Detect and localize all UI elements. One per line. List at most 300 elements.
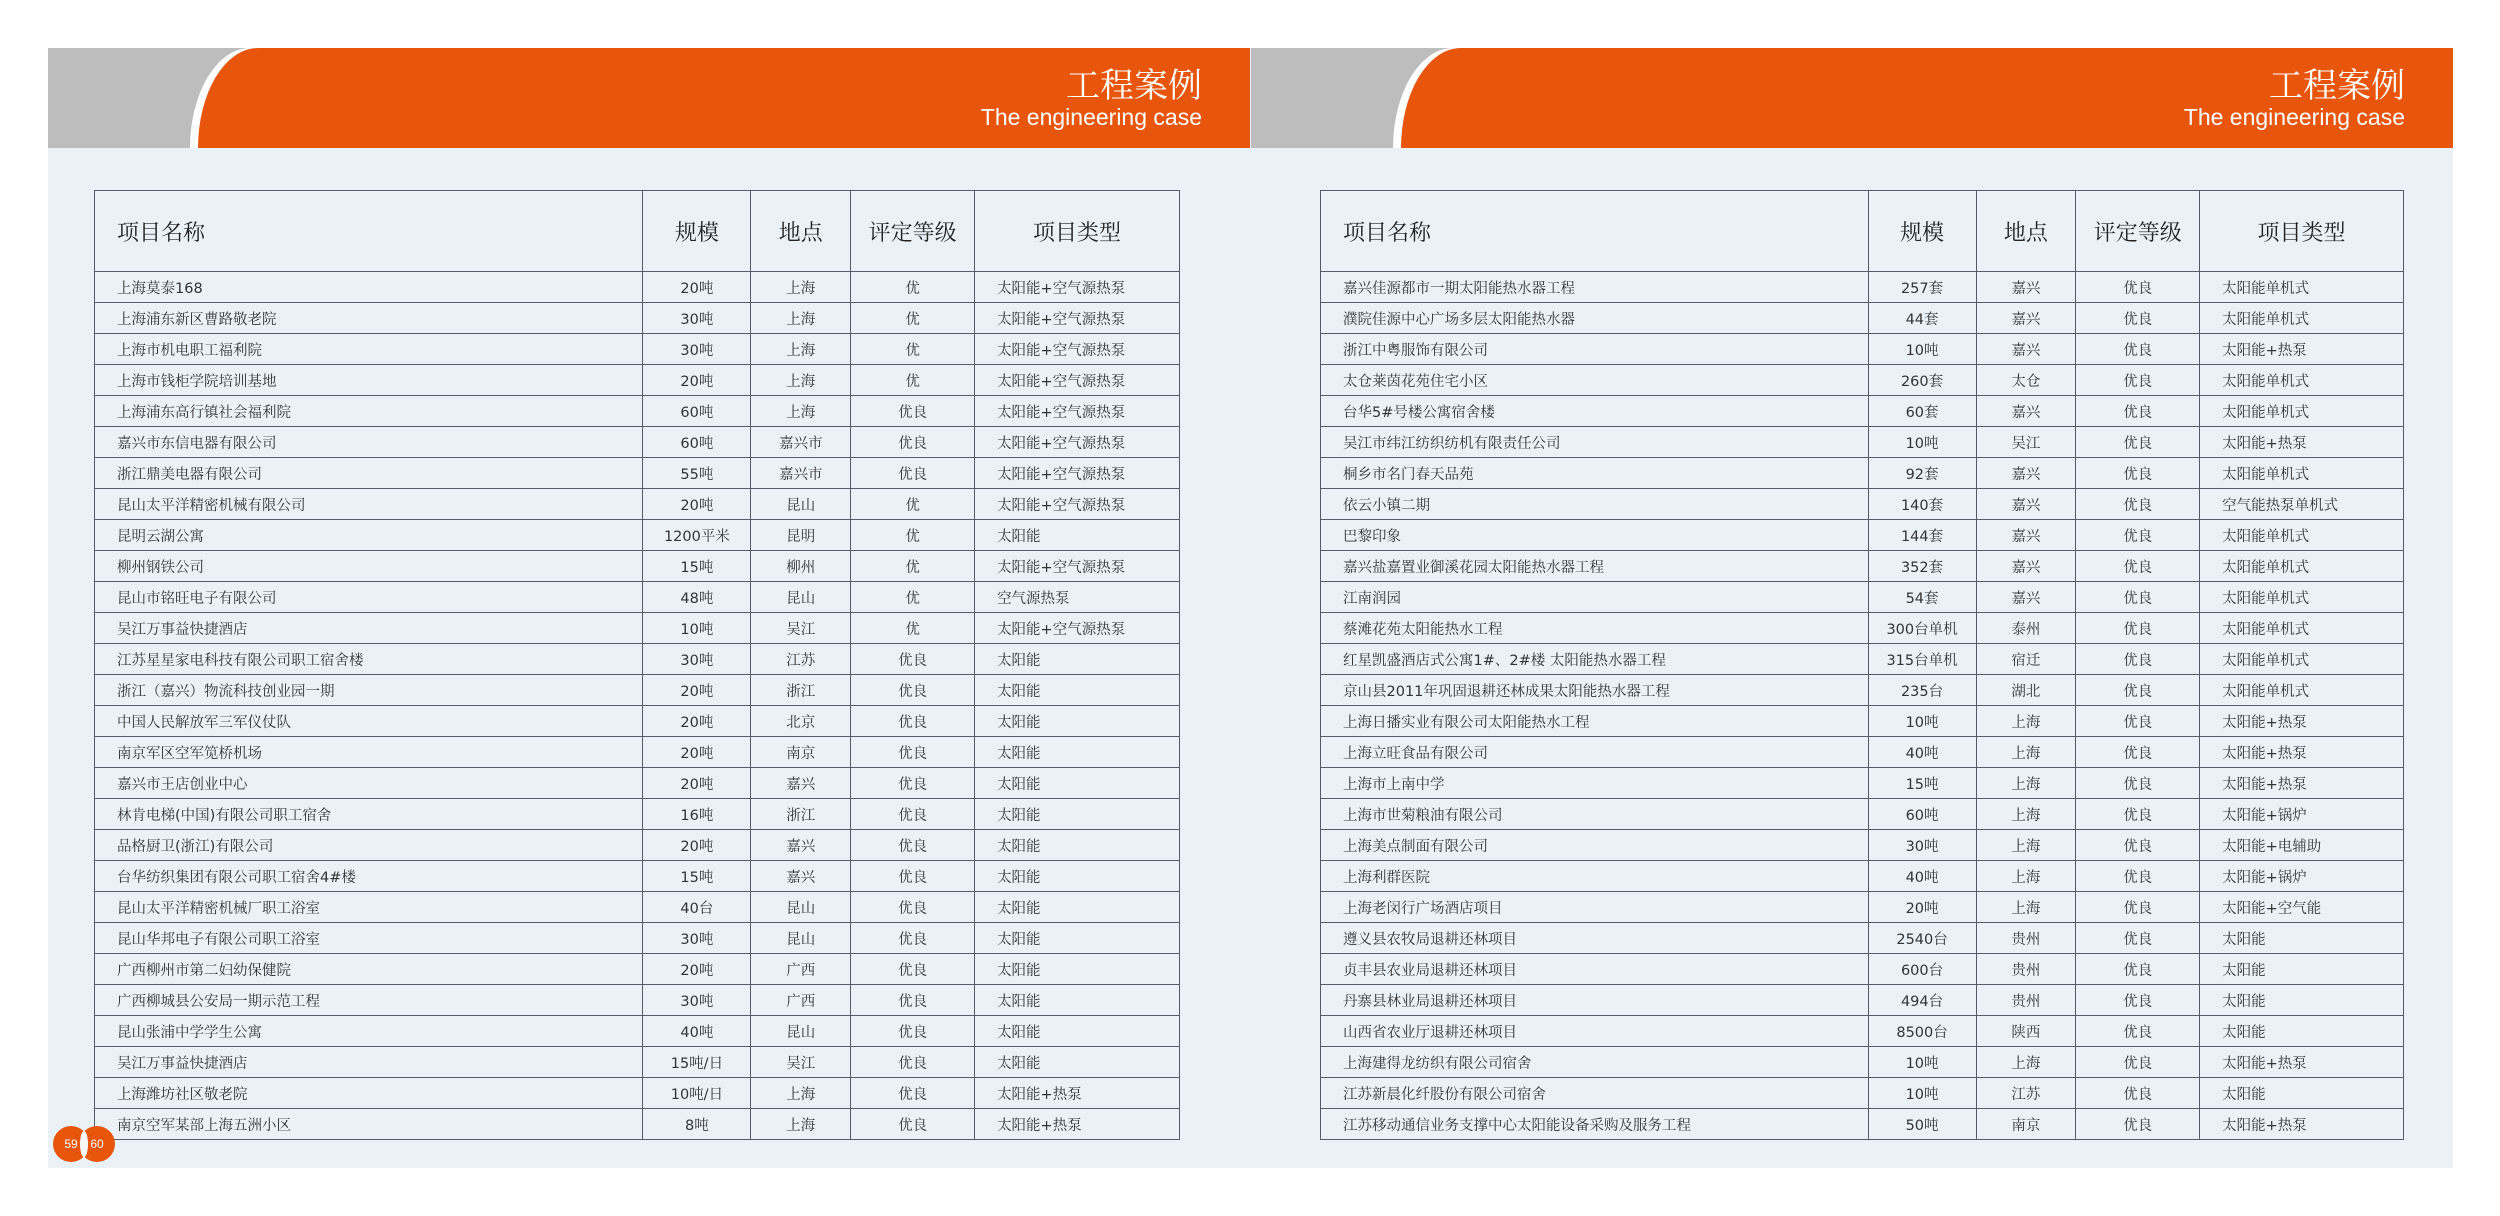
table-row xyxy=(95,799,1180,830)
cell-project-name: 上海立旺食品有限公司 xyxy=(1321,737,1869,768)
table-row xyxy=(95,1109,1180,1140)
cell-project-name: 嘉兴市东信电器有限公司 xyxy=(95,427,643,458)
table-row xyxy=(1321,334,2404,365)
cell-grade: 优良 xyxy=(851,1047,975,1078)
cell-grade: 优 xyxy=(851,520,975,551)
cell-project-name: 蔡滩花苑太阳能热水工程 xyxy=(1321,613,1869,644)
table-row xyxy=(95,520,1180,551)
table-row xyxy=(95,892,1180,923)
page-number-right: 60 xyxy=(79,1126,115,1162)
cell-project-type: 太阳能+热泵 xyxy=(2200,768,2404,799)
table-row xyxy=(95,768,1180,799)
table-row xyxy=(1321,892,2404,923)
cell-project-name: 遵义县农牧局退耕还林项目 xyxy=(1321,923,1869,954)
page-subtitle: The engineering case xyxy=(980,104,1202,130)
cell-location: 嘉兴 xyxy=(751,861,851,892)
cell-project-type: 太阳能 xyxy=(975,923,1180,954)
cell-location: 嘉兴 xyxy=(1976,582,2076,613)
cell-scale: 92套 xyxy=(1868,458,1976,489)
cell-grade: 优良 xyxy=(2076,334,2200,365)
cell-grade: 优良 xyxy=(2076,644,2200,675)
cell-grade: 优良 xyxy=(2076,1109,2200,1140)
cell-location: 太仓 xyxy=(1976,365,2076,396)
table-row xyxy=(1321,551,2404,582)
cell-location: 贵州 xyxy=(1976,923,2076,954)
cell-project-name: 丹寨县林业局退耕还林项目 xyxy=(1321,985,1869,1016)
cell-scale: 8500台 xyxy=(1868,1016,1976,1047)
cell-grade: 优良 xyxy=(2076,737,2200,768)
cell-grade: 优良 xyxy=(2076,675,2200,706)
cell-grade: 优良 xyxy=(851,892,975,923)
cell-location: 浙江 xyxy=(751,799,851,830)
cell-project-type: 太阳能+空气源热泵 xyxy=(975,427,1180,458)
cell-project-type: 太阳能+锅炉 xyxy=(2200,799,2404,830)
cell-project-type: 太阳能单机式 xyxy=(2200,582,2404,613)
cell-project-name: 嘉兴盐嘉置业御溪花园太阳能热水器工程 xyxy=(1321,551,1869,582)
cell-location: 湖北 xyxy=(1976,675,2076,706)
cell-grade: 优良 xyxy=(851,954,975,985)
table-row xyxy=(95,365,1180,396)
projects-table-left xyxy=(94,190,1180,1140)
cell-scale: 40吨 xyxy=(1868,737,1976,768)
cell-project-name: 江苏星星家电科技有限公司职工宿舍楼 xyxy=(95,644,643,675)
cell-location: 上海 xyxy=(1976,799,2076,830)
cell-grade: 优良 xyxy=(851,830,975,861)
cell-grade: 优良 xyxy=(851,427,975,458)
cell-grade: 优良 xyxy=(851,396,975,427)
cell-scale: 315台单机 xyxy=(1868,644,1976,675)
cell-scale: 8吨 xyxy=(643,1109,751,1140)
cell-project-type: 太阳能单机式 xyxy=(2200,551,2404,582)
cell-project-name: 昆山太平洋精密机械有限公司 xyxy=(95,489,643,520)
cell-grade: 优 xyxy=(851,551,975,582)
cell-grade: 优良 xyxy=(851,644,975,675)
cell-scale: 20吨 xyxy=(1868,892,1976,923)
cell-scale: 144套 xyxy=(1868,520,1976,551)
cell-scale: 15吨 xyxy=(1868,768,1976,799)
cell-location: 嘉兴 xyxy=(1976,551,2076,582)
table-row xyxy=(1321,1078,2404,1109)
cell-project-type: 太阳能 xyxy=(975,861,1180,892)
table-row xyxy=(1321,861,2404,892)
cell-grade: 优良 xyxy=(851,706,975,737)
cell-grade: 优良 xyxy=(2076,551,2200,582)
cell-project-type: 太阳能 xyxy=(2200,985,2404,1016)
cell-project-type: 太阳能 xyxy=(975,644,1180,675)
cell-location: 上海 xyxy=(1976,706,2076,737)
cell-scale: 15吨 xyxy=(643,551,751,582)
cell-project-type: 空气源热泵 xyxy=(975,582,1180,613)
page-number-badge xyxy=(53,1126,117,1162)
cell-project-type: 太阳能 xyxy=(975,985,1180,1016)
cell-grade: 优良 xyxy=(2076,954,2200,985)
table-row xyxy=(95,613,1180,644)
cell-project-name: 昆山张浦中学学生公寓 xyxy=(95,1016,643,1047)
cell-scale: 600台 xyxy=(1868,954,1976,985)
cell-scale: 30吨 xyxy=(643,985,751,1016)
cell-project-name: 上海日播实业有限公司太阳能热水工程 xyxy=(1321,706,1869,737)
cell-scale: 20吨 xyxy=(643,737,751,768)
cell-project-name: 上海浦东新区曹路敬老院 xyxy=(95,303,643,334)
cell-location: 上海 xyxy=(751,365,851,396)
cell-project-name: 上海美点制面有限公司 xyxy=(1321,830,1869,861)
cell-location: 南京 xyxy=(1976,1109,2076,1140)
cell-location: 吴江 xyxy=(1976,427,2076,458)
cell-scale: 235台 xyxy=(1868,675,1976,706)
cell-project-type: 太阳能单机式 xyxy=(2200,303,2404,334)
cell-scale: 140套 xyxy=(1868,489,1976,520)
cell-location: 吴江 xyxy=(751,1047,851,1078)
cell-grade: 优良 xyxy=(2076,1016,2200,1047)
cell-project-type: 太阳能+空气源热泵 xyxy=(975,334,1180,365)
table-row xyxy=(95,954,1180,985)
cell-project-name: 京山县2011年巩固退耕还林成果太阳能热水器工程 xyxy=(1321,675,1869,706)
cell-scale: 54套 xyxy=(1868,582,1976,613)
header-project-type: 项目类型 xyxy=(2200,191,2404,272)
cell-location: 上海 xyxy=(1976,768,2076,799)
cell-location: 柳州 xyxy=(751,551,851,582)
table-row xyxy=(1321,768,2404,799)
cell-project-type: 太阳能+空气能 xyxy=(2200,892,2404,923)
table-row xyxy=(95,396,1180,427)
cell-project-name: 上海利群医院 xyxy=(1321,861,1869,892)
cell-project-name: 广西柳城县公安局一期示范工程 xyxy=(95,985,643,1016)
cell-grade: 优良 xyxy=(2076,582,2200,613)
cell-grade: 优良 xyxy=(2076,1078,2200,1109)
cell-scale: 20吨 xyxy=(643,830,751,861)
cell-project-type: 太阳能 xyxy=(975,830,1180,861)
cell-location: 昆山 xyxy=(751,923,851,954)
cell-location: 嘉兴市 xyxy=(751,458,851,489)
cell-location: 贵州 xyxy=(1976,954,2076,985)
cell-location: 泰州 xyxy=(1976,613,2076,644)
cell-project-name: 昆山华邦电子有限公司职工浴室 xyxy=(95,923,643,954)
cell-project-name: 太仓莱茵花苑住宅小区 xyxy=(1321,365,1869,396)
cell-grade: 优良 xyxy=(2076,613,2200,644)
cell-project-name: 南京军区空军笕桥机场 xyxy=(95,737,643,768)
cell-scale: 2540台 xyxy=(1868,923,1976,954)
cell-grade: 优良 xyxy=(2076,520,2200,551)
table-row xyxy=(1321,1047,2404,1078)
cell-scale: 16吨 xyxy=(643,799,751,830)
cell-scale: 40吨 xyxy=(1868,861,1976,892)
cell-scale: 10吨 xyxy=(1868,1047,1976,1078)
cell-scale: 494台 xyxy=(1868,985,1976,1016)
cell-project-name: 柳州钢铁公司 xyxy=(95,551,643,582)
cell-project-type: 太阳能+热泵 xyxy=(2200,1109,2404,1140)
cell-project-type: 太阳能 xyxy=(975,1016,1180,1047)
cell-grade: 优良 xyxy=(851,985,975,1016)
cell-project-type: 太阳能 xyxy=(975,737,1180,768)
table-row xyxy=(95,551,1180,582)
cell-grade: 优良 xyxy=(2076,768,2200,799)
table-row xyxy=(95,334,1180,365)
cell-grade: 优良 xyxy=(2076,1047,2200,1078)
table-row xyxy=(95,303,1180,334)
cell-location: 上海 xyxy=(751,334,851,365)
cell-project-type: 太阳能 xyxy=(975,520,1180,551)
cell-location: 嘉兴 xyxy=(1976,520,2076,551)
cell-scale: 20吨 xyxy=(643,365,751,396)
cell-scale: 50吨 xyxy=(1868,1109,1976,1140)
cell-project-name: 浙江中粤服饰有限公司 xyxy=(1321,334,1869,365)
cell-scale: 30吨 xyxy=(643,923,751,954)
cell-scale: 15吨/日 xyxy=(643,1047,751,1078)
cell-location: 陕西 xyxy=(1976,1016,2076,1047)
cell-project-type: 太阳能单机式 xyxy=(2200,396,2404,427)
cell-grade: 优良 xyxy=(2076,272,2200,303)
cell-location: 广西 xyxy=(751,954,851,985)
cell-scale: 1200平米 xyxy=(643,520,751,551)
cell-scale: 10吨 xyxy=(643,613,751,644)
cell-project-type: 太阳能单机式 xyxy=(2200,272,2404,303)
cell-grade: 优良 xyxy=(2076,365,2200,396)
cell-grade: 优良 xyxy=(2076,706,2200,737)
table-row xyxy=(1321,520,2404,551)
cell-project-type: 太阳能 xyxy=(975,799,1180,830)
table-row xyxy=(1321,427,2404,458)
cell-location: 上海 xyxy=(1976,1047,2076,1078)
cell-grade: 优良 xyxy=(851,799,975,830)
cell-location: 上海 xyxy=(1976,861,2076,892)
cell-project-type: 太阳能单机式 xyxy=(2200,365,2404,396)
cell-project-name: 品格厨卫(浙江)有限公司 xyxy=(95,830,643,861)
table-row xyxy=(95,1078,1180,1109)
header-location: 地点 xyxy=(751,191,851,272)
cell-project-type: 太阳能单机式 xyxy=(2200,644,2404,675)
header-project-name: 项目名称 xyxy=(1321,191,1869,272)
cell-location: 上海 xyxy=(1976,737,2076,768)
cell-scale: 40吨 xyxy=(643,1016,751,1047)
brochure-spread xyxy=(48,48,2453,1168)
cell-scale: 352套 xyxy=(1868,551,1976,582)
table-row xyxy=(1321,396,2404,427)
cell-grade: 优良 xyxy=(2076,985,2200,1016)
cell-project-type: 太阳能+热泵 xyxy=(2200,427,2404,458)
cell-project-name: 上海浦东高行镇社会福利院 xyxy=(95,396,643,427)
cell-location: 昆山 xyxy=(751,892,851,923)
cell-location: 嘉兴 xyxy=(751,768,851,799)
cell-project-type: 太阳能单机式 xyxy=(2200,675,2404,706)
cell-project-type: 太阳能+空气源热泵 xyxy=(975,489,1180,520)
cell-project-name: 江南润园 xyxy=(1321,582,1869,613)
table-row xyxy=(95,458,1180,489)
cell-project-name: 台华纺织集团有限公司职工宿舍4#楼 xyxy=(95,861,643,892)
table-row xyxy=(95,489,1180,520)
table-row xyxy=(1321,489,2404,520)
left-page xyxy=(48,48,1250,1168)
cell-grade: 优良 xyxy=(2076,892,2200,923)
table-row xyxy=(1321,799,2404,830)
table-row xyxy=(1321,303,2404,334)
cell-project-type: 太阳能+空气源热泵 xyxy=(975,303,1180,334)
cell-project-name: 台华5#号楼公寓宿舍楼 xyxy=(1321,396,1869,427)
cell-project-name: 红星凯盛酒店式公寓1#、2#楼 太阳能热水器工程 xyxy=(1321,644,1869,675)
cell-grade: 优良 xyxy=(851,1109,975,1140)
cell-project-name: 林肯电梯(中国)有限公司职工宿舍 xyxy=(95,799,643,830)
cell-scale: 60套 xyxy=(1868,396,1976,427)
cell-location: 浙江 xyxy=(751,675,851,706)
cell-location: 昆明 xyxy=(751,520,851,551)
cell-scale: 10吨/日 xyxy=(643,1078,751,1109)
cell-scale: 20吨 xyxy=(643,675,751,706)
cell-location: 江苏 xyxy=(751,644,851,675)
cell-grade: 优 xyxy=(851,582,975,613)
header-scale: 规模 xyxy=(1868,191,1976,272)
cell-project-name: 上海市世菊粮油有限公司 xyxy=(1321,799,1869,830)
cell-project-type: 太阳能 xyxy=(975,768,1180,799)
cell-project-name: 上海市钱柜学院培训基地 xyxy=(95,365,643,396)
table-row xyxy=(95,861,1180,892)
cell-project-type: 太阳能 xyxy=(975,954,1180,985)
table-header-row xyxy=(95,191,1180,272)
table-row xyxy=(1321,1016,2404,1047)
cell-location: 嘉兴 xyxy=(1976,489,2076,520)
cell-project-type: 太阳能+热泵 xyxy=(2200,334,2404,365)
cell-grade: 优良 xyxy=(851,1016,975,1047)
cell-project-name: 广西柳州市第二妇幼保健院 xyxy=(95,954,643,985)
cell-project-type: 太阳能 xyxy=(2200,954,2404,985)
cell-grade: 优良 xyxy=(2076,303,2200,334)
cell-scale: 10吨 xyxy=(1868,427,1976,458)
table-row xyxy=(1321,706,2404,737)
projects-table-right xyxy=(1320,190,2404,1140)
cell-grade: 优良 xyxy=(2076,489,2200,520)
table-row xyxy=(95,737,1180,768)
table-row xyxy=(95,644,1180,675)
cell-location: 上海 xyxy=(751,1078,851,1109)
cell-project-name: 依云小镇二期 xyxy=(1321,489,1869,520)
header-location: 地点 xyxy=(1976,191,2076,272)
table-row xyxy=(95,675,1180,706)
table-row xyxy=(95,427,1180,458)
header-project-name: 项目名称 xyxy=(95,191,643,272)
table-row xyxy=(95,706,1180,737)
cell-grade: 优 xyxy=(851,613,975,644)
cell-project-name: 昆山太平洋精密机械厂职工浴室 xyxy=(95,892,643,923)
cell-location: 嘉兴市 xyxy=(751,427,851,458)
cell-location: 昆山 xyxy=(751,1016,851,1047)
cell-scale: 300台单机 xyxy=(1868,613,1976,644)
cell-project-name: 上海建得龙纺织有限公司宿舍 xyxy=(1321,1047,1869,1078)
cell-location: 昆山 xyxy=(751,582,851,613)
cell-location: 嘉兴 xyxy=(751,830,851,861)
cell-project-type: 太阳能+空气源热泵 xyxy=(975,365,1180,396)
cell-location: 上海 xyxy=(751,396,851,427)
cell-grade: 优良 xyxy=(2076,923,2200,954)
cell-project-type: 太阳能+热泵 xyxy=(2200,737,2404,768)
page-title: 工程案例 xyxy=(2269,66,2405,106)
cell-location: 嘉兴 xyxy=(1976,396,2076,427)
cell-scale: 30吨 xyxy=(643,334,751,365)
cell-grade: 优良 xyxy=(851,458,975,489)
cell-location: 南京 xyxy=(751,737,851,768)
cell-scale: 10吨 xyxy=(1868,706,1976,737)
table-row xyxy=(1321,737,2404,768)
cell-project-type: 太阳能+热泵 xyxy=(2200,706,2404,737)
table-row xyxy=(1321,985,2404,1016)
cell-project-name: 中国人民解放军三军仪仗队 xyxy=(95,706,643,737)
cell-grade: 优良 xyxy=(2076,799,2200,830)
cell-project-name: 上海莫泰168 xyxy=(95,272,643,303)
cell-project-type: 太阳能单机式 xyxy=(2200,458,2404,489)
cell-project-type: 太阳能+电辅助 xyxy=(2200,830,2404,861)
cell-project-name: 吴江万事益快捷酒店 xyxy=(95,613,643,644)
cell-project-name: 江苏新晨化纤股份有限公司宿舍 xyxy=(1321,1078,1869,1109)
cell-project-name: 江苏移动通信业务支撑中心太阳能设备采购及服务工程 xyxy=(1321,1109,1869,1140)
cell-location: 贵州 xyxy=(1976,985,2076,1016)
cell-scale: 260套 xyxy=(1868,365,1976,396)
cell-scale: 60吨 xyxy=(643,427,751,458)
cell-grade: 优 xyxy=(851,334,975,365)
cell-project-type: 太阳能单机式 xyxy=(2200,613,2404,644)
cell-project-type: 太阳能 xyxy=(2200,1016,2404,1047)
header-grade: 评定等级 xyxy=(2076,191,2200,272)
cell-scale: 30吨 xyxy=(643,303,751,334)
table-row xyxy=(1321,365,2404,396)
cell-project-name: 昆山市铭旺电子有限公司 xyxy=(95,582,643,613)
cell-location: 嘉兴 xyxy=(1976,303,2076,334)
cell-project-name: 昆明云湖公寓 xyxy=(95,520,643,551)
cell-grade: 优 xyxy=(851,272,975,303)
cell-project-name: 吴江市纬江纺织纺机有限责任公司 xyxy=(1321,427,1869,458)
table-row xyxy=(1321,458,2404,489)
table-row xyxy=(1321,923,2404,954)
cell-grade: 优 xyxy=(851,303,975,334)
table-row xyxy=(95,923,1180,954)
header-banner xyxy=(48,48,1250,148)
header-grade: 评定等级 xyxy=(851,191,975,272)
table-row xyxy=(1321,830,2404,861)
cell-project-type: 太阳能+空气源热泵 xyxy=(975,613,1180,644)
cell-grade: 优 xyxy=(851,489,975,520)
cell-project-name: 嘉兴市王店创业中心 xyxy=(95,768,643,799)
cell-location: 吴江 xyxy=(751,613,851,644)
cell-location: 上海 xyxy=(751,1109,851,1140)
cell-location: 嘉兴 xyxy=(1976,272,2076,303)
table-row xyxy=(95,272,1180,303)
table-row xyxy=(95,1047,1180,1078)
header-banner xyxy=(1251,48,2453,148)
cell-grade: 优良 xyxy=(851,768,975,799)
cell-project-name: 濮院佳源中心广场多层太阳能热水器 xyxy=(1321,303,1869,334)
cell-location: 上海 xyxy=(751,272,851,303)
cell-grade: 优良 xyxy=(851,675,975,706)
table-row xyxy=(95,1016,1180,1047)
cell-project-name: 浙江鼎美电器有限公司 xyxy=(95,458,643,489)
right-page xyxy=(1251,48,2453,1168)
cell-project-type: 太阳能+空气源热泵 xyxy=(975,272,1180,303)
cell-project-type: 太阳能 xyxy=(975,892,1180,923)
table-row xyxy=(95,985,1180,1016)
cell-scale: 44套 xyxy=(1868,303,1976,334)
cell-project-type: 太阳能+空气源热泵 xyxy=(975,551,1180,582)
cell-grade: 优良 xyxy=(851,1078,975,1109)
cell-location: 宿迁 xyxy=(1976,644,2076,675)
cell-project-type: 太阳能 xyxy=(975,675,1180,706)
page-number-divider xyxy=(80,1131,88,1157)
cell-grade: 优良 xyxy=(851,737,975,768)
cell-project-type: 太阳能单机式 xyxy=(2200,520,2404,551)
cell-project-name: 南京空军某部上海五洲小区 xyxy=(95,1109,643,1140)
table-row xyxy=(1321,954,2404,985)
cell-scale: 60吨 xyxy=(643,396,751,427)
cell-scale: 30吨 xyxy=(1868,830,1976,861)
cell-scale: 10吨 xyxy=(1868,1078,1976,1109)
table-header-row xyxy=(1321,191,2404,272)
table-row xyxy=(1321,582,2404,613)
table-row xyxy=(1321,675,2404,706)
